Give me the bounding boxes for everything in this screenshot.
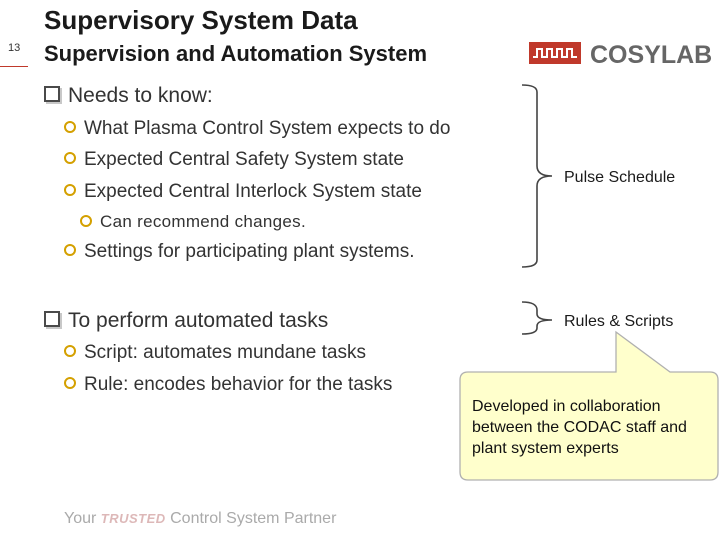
list-item: Settings for participating plant systems.: [64, 241, 415, 263]
ring-bullet-icon: [64, 121, 76, 133]
ring-bullet-icon: [64, 377, 76, 389]
square-bullet-icon: [44, 86, 60, 102]
list-item: Expected Central Safety System state: [64, 149, 404, 171]
pulse-schedule-bracket: [522, 85, 552, 267]
list-item: What Plasma Control System expects to do: [64, 118, 450, 140]
footer-tagline: Your TRUSTED Control System Partner: [64, 510, 337, 527]
list-item: Script: automates mundane tasks: [64, 342, 366, 364]
bullet-tasks-label: To perform automated tasks: [68, 309, 329, 332]
bullet-tasks: [44, 309, 328, 333]
cosylab-logo: [528, 38, 713, 69]
slide-number: 13: [8, 42, 21, 54]
bullet-needs: [44, 84, 213, 108]
ring-bullet-icon: [64, 184, 76, 196]
ring-bullet-icon: [64, 152, 76, 164]
ring-bullet-icon: [80, 215, 92, 227]
ring-bullet-icon: [64, 345, 76, 357]
rules-scripts-label: Rules & Scripts: [564, 313, 674, 330]
callout-text: Developed in collaboration between the CODAC staff and plant system experts: [472, 398, 687, 457]
square-bullet-icon: [44, 311, 60, 327]
slide-title: Supervisory System Data: [44, 5, 358, 35]
slide-subtitle: Supervision and Automation System: [44, 41, 428, 66]
list-item: Rule: encodes behavior for the tasks: [64, 374, 392, 396]
footer-trusted: TRUSTED: [100, 511, 166, 526]
logo-text: COSYLAB: [590, 41, 713, 69]
grouping-brackets: [515, 80, 575, 340]
pulse-schedule-label: Pulse Schedule: [564, 169, 676, 186]
ring-bullet-icon: [64, 244, 76, 256]
list-item: Expected Central Interlock System state: [64, 181, 422, 203]
rules-scripts-bracket: [522, 302, 552, 334]
bullet-needs-label: Needs to know:: [68, 84, 213, 107]
slide-number-rule: [0, 66, 28, 67]
list-sub-item: Can recommend changes.: [80, 212, 306, 232]
